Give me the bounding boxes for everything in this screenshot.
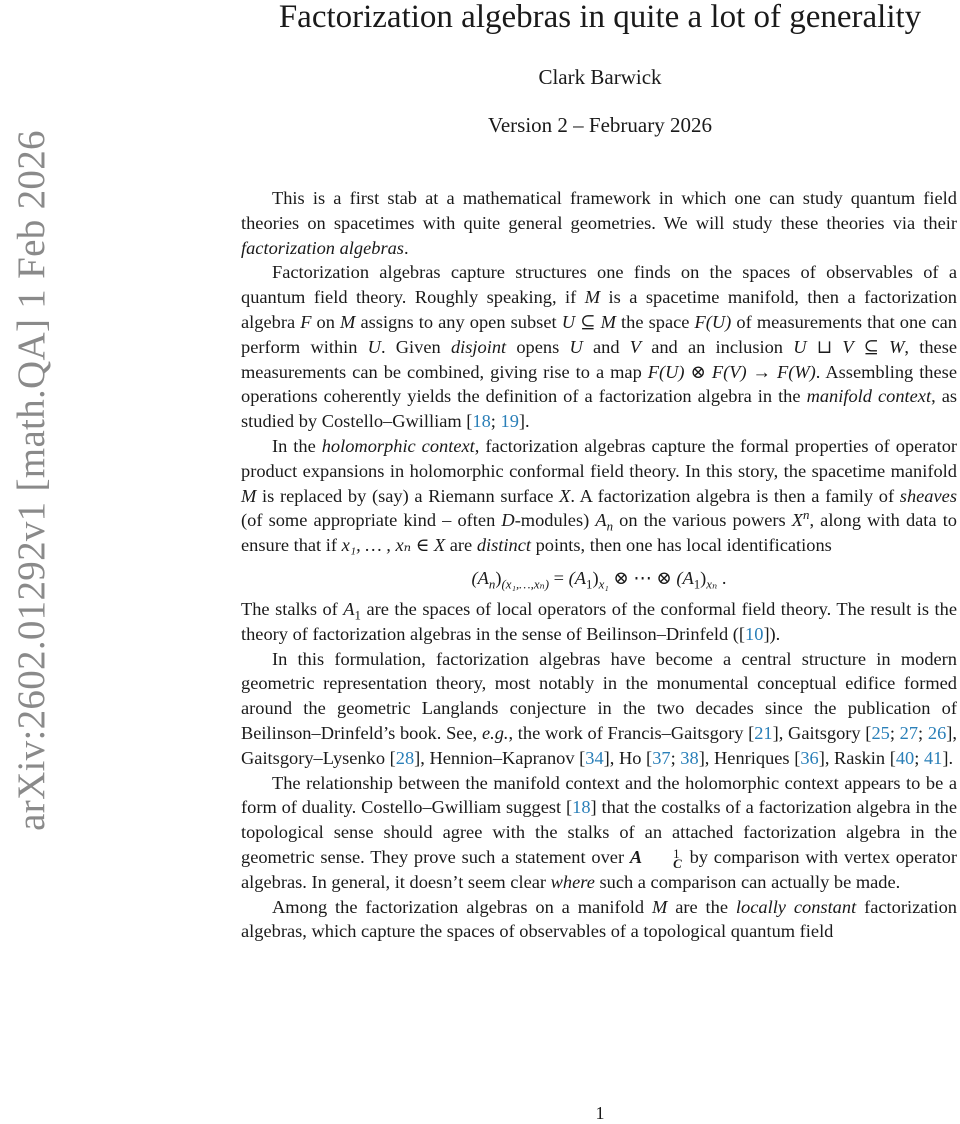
display-equation: $(A_n)_{(x_1,\dots,x_n)} = (A_1)_{x_1}$ ⊗ ⋯ ⊗ $(A_1)_{x_n}$ . xyxy=(471,567,727,592)
citation-link-21[interactable]: 21 xyxy=(754,722,773,743)
page-number: 1 xyxy=(595,1103,605,1123)
citation-link-41[interactable]: 41 xyxy=(923,747,943,768)
paper-title: Factorization algebras in quite a lot of generality xyxy=(278,0,922,35)
citation-link-18[interactable]: 18 xyxy=(472,411,491,432)
citation-link-27[interactable]: 27 xyxy=(899,722,919,743)
citation-link-38[interactable]: 38 xyxy=(680,747,699,768)
citation-link-26[interactable]: 26 xyxy=(927,722,947,743)
version-line: Version 2 – February 2026 xyxy=(488,113,712,137)
citation-link-18b[interactable]: 18 xyxy=(572,797,591,818)
paper-body xyxy=(241,186,957,944)
paragraph-duality: The relationship between the manifold context and the holomorphic context appears to be a form of duality. Costello–Gwilliam suggest [18] that the costalks of a factorization algebra in the topological sense should agree with the stalks of an attached factorization algebra in the geometric sense. They prove such a statement over A 1 C by comparison with vertex operator algebras. In general, it doesn’t seem clear where such a comparison can actually be made. xyxy=(241,772,957,892)
author-name: Clark Barwick xyxy=(538,65,662,89)
arxiv-side-stamp xyxy=(0,100,62,860)
citation-link-37[interactable]: 37 xyxy=(652,747,671,768)
paragraph-geometric-representation: In this formulation, factorization algebras have become a central structure in modern geometric representation theory, most notably in the monumental conceptual edifice formed around the geometric Langlands conjecture in the two decades since the publication of Beilinson–Drinfeld’s book. See, e.g., the work of Francis–Gaitsgory [21], Gaitsgory [25; 27; 26], Gaitsgory–Lysenko [28], Hennion–Kapranov [34], Ho [37; 38], Henriques [36], Raskin [40; 41]. xyxy=(241,648,957,768)
paragraph-locally-constant: Among the factorization algebras on a manifold M are the locally constant factorization algebras, which capture the spaces of observables of a topological quantum field xyxy=(241,896,957,942)
paragraph-holomorphic-context: In the holomorphic context, factorization algebras capture the formal properties of operator product expansions in holomorphic conformal field theory. In this story, the spacetime manifold M is replaced by (say) a Riemann surface X. A factorization algebra is then a family of sheaves (of some appropriate kind – often D-modules) $A_n$ on the various powers $X^n$, along with data to ensure that if x₁, … , xₙ ∈ X are distinct points, then one has local identifications xyxy=(241,435,958,556)
arxiv-identifier: arXiv:2602.01292v1 [math.QA] 1 Feb 2026 xyxy=(9,129,53,831)
paragraph-stalks: The stalks of $A_1$ are the spaces of local operators of the conformal field theory. The result is the theory of factorization algebras in the sense of Beilinson–Drinfeld ([10]). xyxy=(241,598,957,644)
paragraph-manifold-context: Factorization algebras capture structures one finds on the spaces of observables of a quantum field theory. Roughly speaking, if M is a spacetime manifold, then a factorization algebra F on M assigns to any open subset U ⊆ M the space F(U) of measurements that one can perform within U. Given disjoint opens U and V and an inclusion U ⊔ V ⊆ W, these measurements can be combined, giving rise to a map F(U) ⊗ F(V) → F(W). Assembling these operations coherently yields the definition of a factorization algebra in the manifold context, as studied by Costello–Gwilliam [18; 19]. xyxy=(241,262,958,432)
citation-link-28[interactable]: 28 xyxy=(395,747,415,768)
citation-link-34[interactable]: 34 xyxy=(585,747,604,768)
citation-link-25[interactable]: 25 xyxy=(871,722,890,743)
citation-link-10[interactable]: 10 xyxy=(745,623,764,644)
paragraph-intro: This is a first stab at a mathematical framework in which one can study quantum field theories on spacetimes with quite general geometries. We will study these theories via their factorization algebras. xyxy=(241,188,957,258)
citation-link-40[interactable]: 40 xyxy=(895,747,915,768)
citation-link-36[interactable]: 36 xyxy=(800,747,819,768)
citation-link-19[interactable]: 19 xyxy=(500,411,519,432)
